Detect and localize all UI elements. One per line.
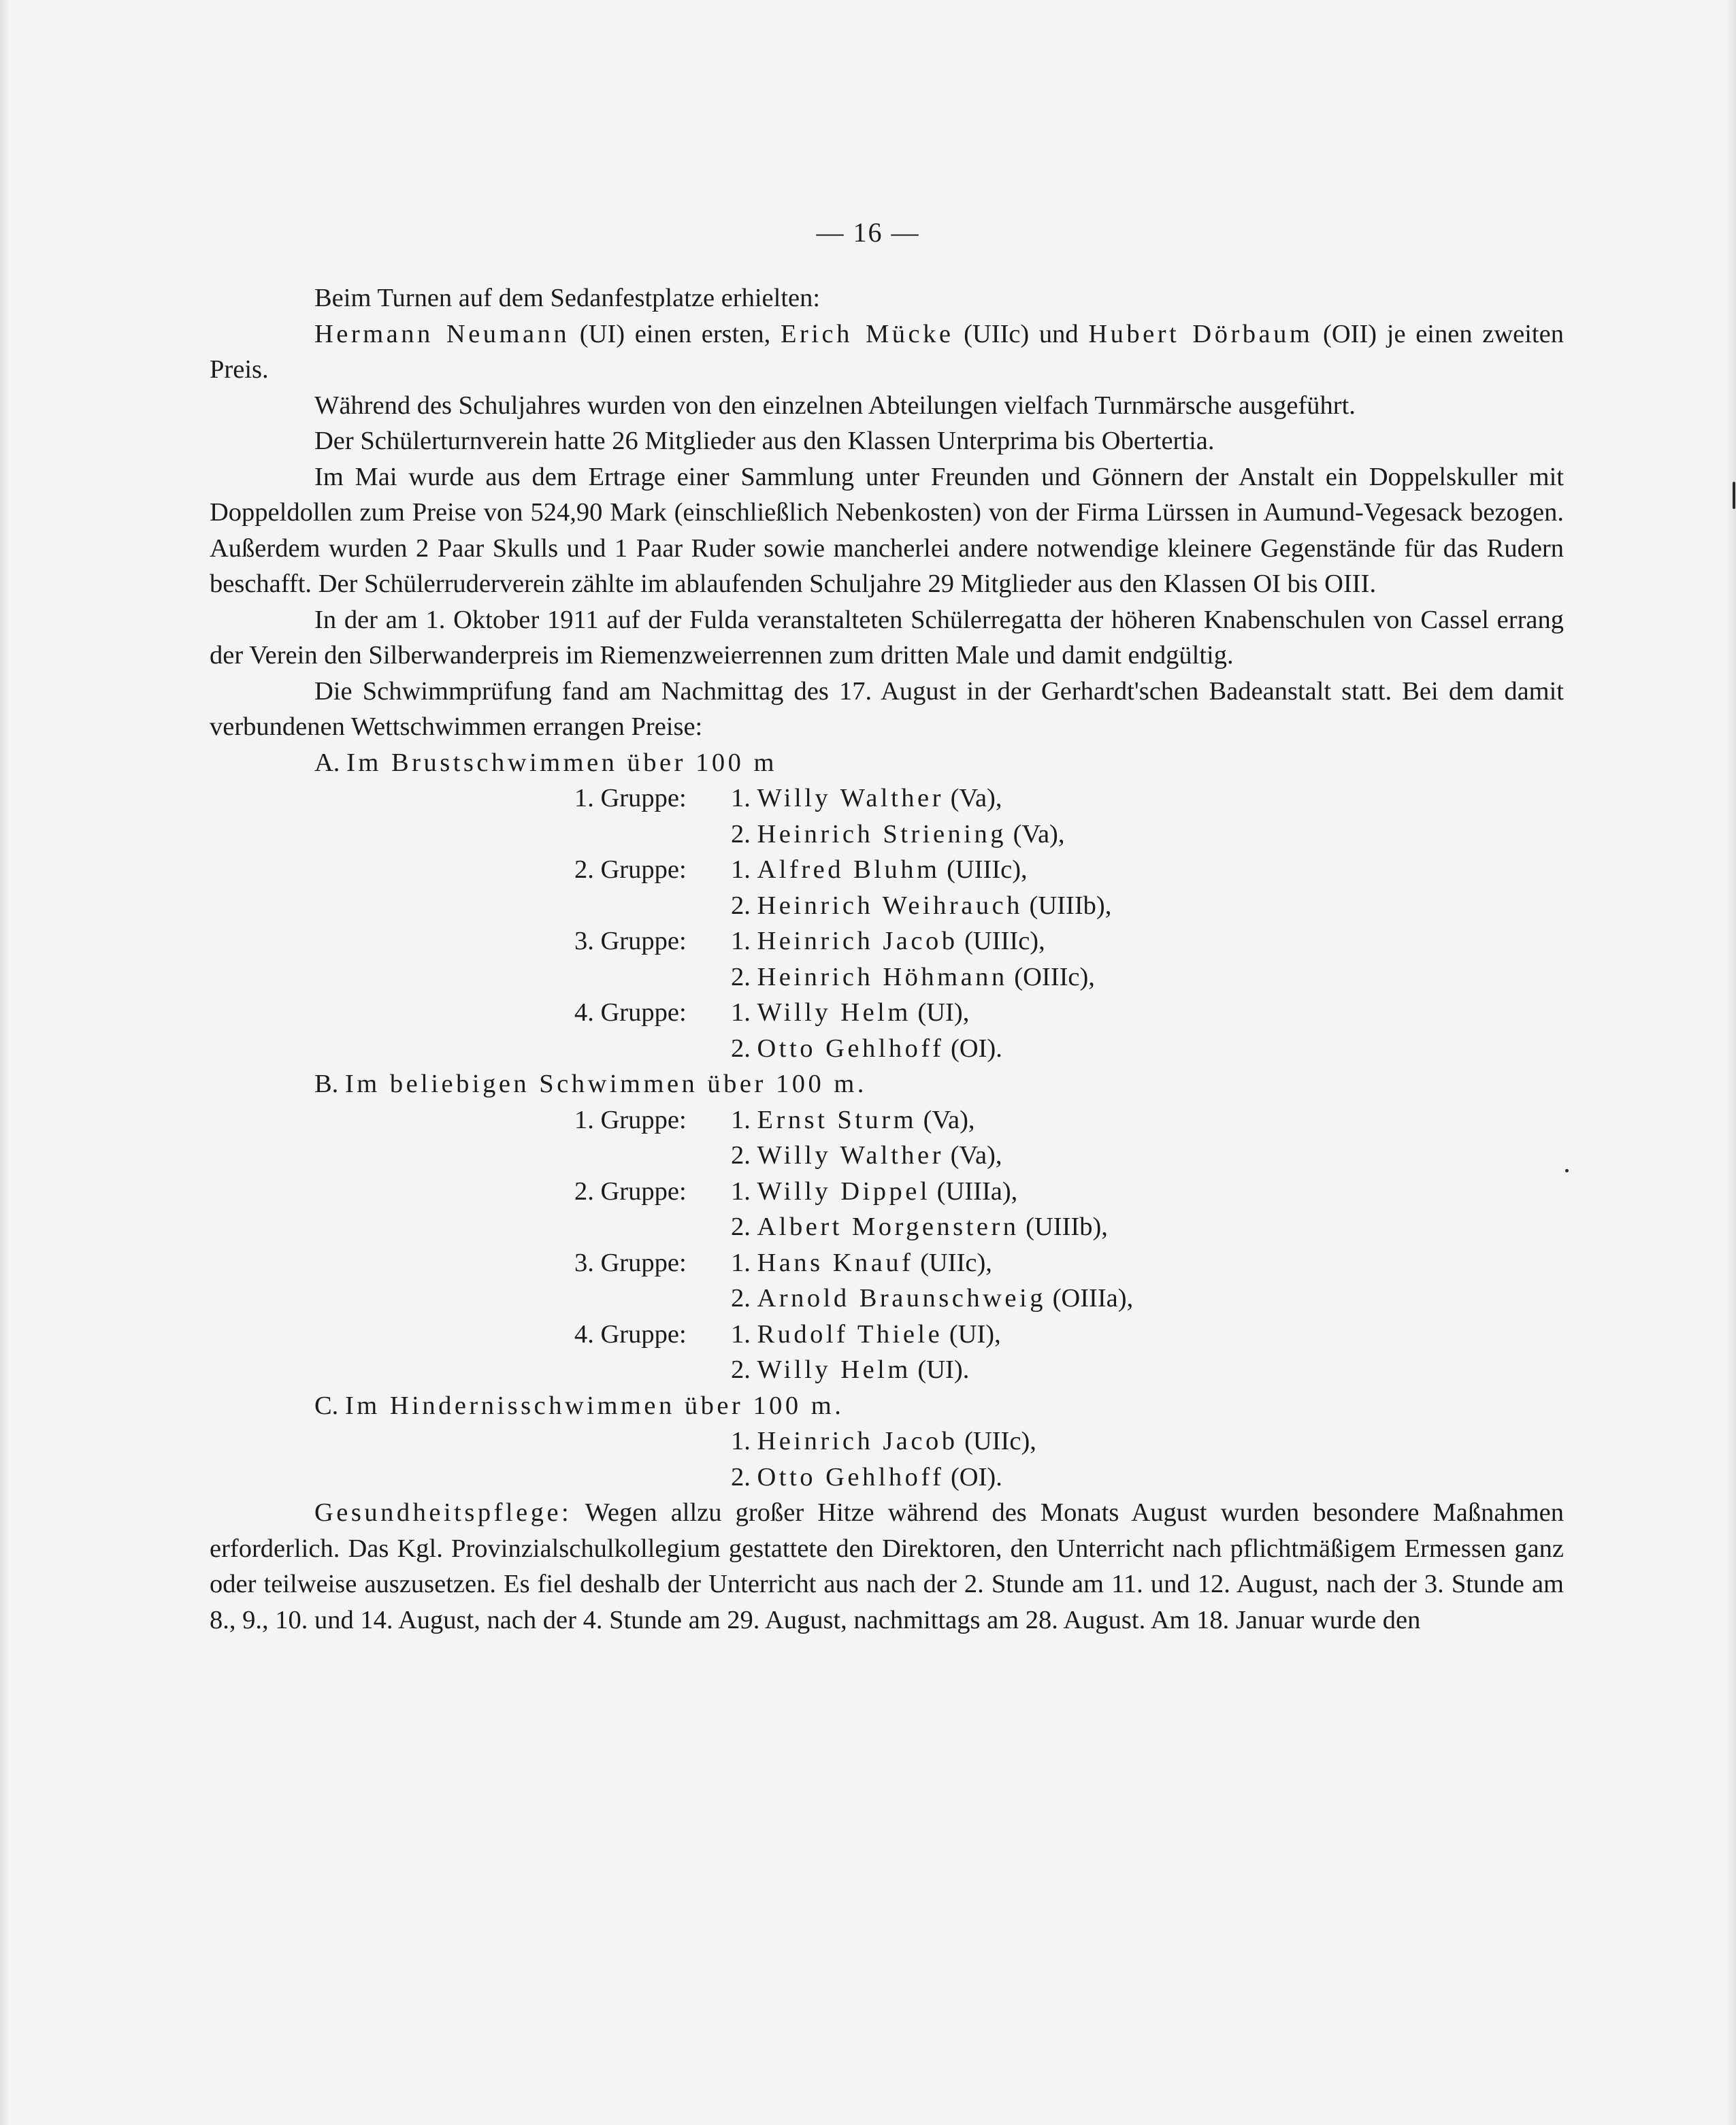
paragraph-p6: In der am 1. Oktober 1911 auf der Fulda veranstalteten Schülerregatta der höheren Knabenschulen von Cassel errang der Verein den Silberwanderpreis im Riemenzweierrennen zum dritten Male und damit endgültig. [210, 605, 1564, 670]
result-entry [731, 1209, 1108, 1245]
class-label: (UIIc), [964, 1427, 1036, 1455]
group-label: 4. Gruppe: [574, 998, 687, 1027]
result-row [210, 1209, 1564, 1245]
section-title: Im Hindernisschwimmen über 100 m. [344, 1391, 845, 1420]
class-label: (UI), [949, 1319, 1001, 1349]
result-entry [731, 1174, 1017, 1210]
section-heading [210, 745, 1564, 781]
class-label: (UIIIc), [964, 927, 1045, 955]
result-entry [731, 852, 1028, 888]
section-heading [210, 1066, 1564, 1102]
result-row [210, 1423, 1564, 1460]
result-row [210, 1460, 1564, 1496]
section-letter: B. [314, 1070, 339, 1098]
person-name: Heinrich Höhmann [757, 962, 1008, 991]
result-row [210, 1031, 1564, 1067]
result-entry [731, 995, 969, 1031]
paragraph-p3: Während des Schuljahres wurden von den einzelnen Abteilungen vielfach Turnmärsche ausgeführt. [314, 391, 1356, 420]
body-text [210, 280, 1564, 1638]
class-label: (UIIIa), [936, 1176, 1018, 1206]
result-rank: 1. [731, 855, 751, 884]
text-run: (OII) je einen zweiten Preis. [210, 319, 1564, 384]
class-label: (Va), [950, 784, 1002, 812]
class-label: (UIIIc), [947, 855, 1028, 884]
print-speck [1565, 1169, 1569, 1172]
result-entry [731, 923, 1045, 959]
text-run: (UIIc) und [953, 319, 1089, 348]
class-label: (Va), [923, 1105, 975, 1134]
person-name: Erich Mücke [780, 319, 954, 348]
result-rank: 2. [731, 891, 751, 920]
class-label: (UI). [917, 1355, 970, 1384]
result-entry [731, 1317, 1001, 1353]
result-row [210, 1352, 1564, 1388]
result-rank: 1. [731, 1176, 751, 1206]
result-entry [731, 1460, 1002, 1496]
section-letter: A. [314, 748, 340, 777]
result-row [210, 1102, 1564, 1138]
class-label: (Va), [950, 1141, 1002, 1170]
class-label: (OIIIa), [1052, 1284, 1134, 1313]
page-number: — 16 — [816, 217, 920, 248]
section-letter: C. [314, 1391, 339, 1420]
result-rank: 1. [731, 1427, 751, 1455]
result-entry [731, 1352, 969, 1388]
person-name: Willy Walther [757, 1141, 944, 1170]
result-row [210, 817, 1564, 853]
person-name: Heinrich Jacob [757, 927, 958, 955]
result-entry [731, 1423, 1036, 1460]
result-row [210, 888, 1564, 924]
result-row [210, 1317, 1564, 1353]
result-row [210, 923, 1564, 959]
paragraph-p7: Die Schwimmprüfung fand am Nachmittag des 17. August in der Gerhardt'schen Badeanstalt statt. Bei dem damit verbundenen Wettschwimmen errangen Preise: [210, 676, 1564, 741]
person-name: Alfred Bluhm [757, 855, 940, 884]
class-label: (UIIIb), [1026, 1213, 1108, 1241]
person-name: Heinrich Weihrauch [757, 891, 1023, 920]
class-label: (UI), [917, 998, 970, 1027]
person-name: Otto Gehlhoff [757, 1462, 945, 1492]
group-label: 4. Gruppe: [574, 1319, 687, 1349]
group-label: 1. Gruppe: [574, 1105, 687, 1134]
result-rank: 2. [731, 1462, 751, 1492]
person-name: Heinrich Jacob [757, 1427, 958, 1455]
right-edge-shadow [1726, 0, 1736, 2125]
result-entry [731, 780, 1002, 817]
class-label: (Va), [1013, 819, 1065, 849]
result-entry [731, 1281, 1133, 1317]
result-entry [731, 1102, 975, 1138]
group-label: 1. Gruppe: [574, 784, 687, 812]
paragraph-text: Wegen allzu großer Hitze während des Monats August wurden besondere Maßnahmen erforderlich. Das Kgl. Provinzialschulkollegium gestattete den Direktoren, den Unterricht nach pflichtmäßigem Ermessen ganz oder teilweise auszusetzen. Es fiel deshalb der Unterricht aus nach der 2. Stunde am 11. und 12. August, nach der 3. Stunde am 8., 9., 10. und 14. August, nach der 4. Stunde am 29. August, nachmittags am 28. August. Am 18. Januar wurde den [210, 1498, 1564, 1634]
paragraph-p5: Im Mai wurde aus dem Ertrage einer Sammlung unter Freunden und Gönnern der Anstalt ein Doppelskuller mit Doppeldollen zum Preise von 524,90 Mark (einschließlich Nebenkosten) von der Firma Lürssen in Aumund-Vegesack bezogen. Außerdem wurden 2 Paar Skulls und 1 Paar Ruder sowie mancherlei andere notwendige kleinere Gegenstände für das Rudern beschafft. Der Schülerruderverein zählte im ablaufenden Schuljahre 29 Mitglieder aus den Klassen OI bis OIII. [210, 462, 1564, 598]
group-label: 3. Gruppe: [574, 1248, 687, 1277]
result-rank: 1. [731, 998, 751, 1027]
person-name: Arnold Braunschweig [757, 1284, 1046, 1313]
result-rank: 2. [731, 1355, 751, 1384]
print-speck [1733, 482, 1735, 509]
person-name: Albert Morgenstern [757, 1213, 1019, 1241]
result-rank: 1. [731, 1319, 751, 1349]
result-entry [731, 817, 1065, 853]
person-name: Hermann Neumann [314, 319, 570, 348]
result-entry [731, 1245, 992, 1281]
result-row [210, 1245, 1564, 1281]
left-edge-shadow [0, 0, 10, 2125]
person-name: Willy Helm [757, 1355, 911, 1384]
result-row [210, 959, 1564, 995]
result-entry [731, 888, 1111, 924]
text-run: (UI) einen ersten, [570, 319, 781, 348]
result-row [210, 780, 1564, 817]
result-entry [731, 1138, 1002, 1174]
class-label: (OI). [950, 1034, 1002, 1063]
result-rank: 2. [731, 1141, 751, 1170]
result-rank: 2. [731, 1213, 751, 1241]
result-row [210, 1281, 1564, 1317]
class-label: (OI). [950, 1462, 1002, 1492]
person-name: Willy Dippel [757, 1176, 931, 1206]
result-rank: 1. [731, 1105, 751, 1134]
result-rank: 2. [731, 819, 751, 849]
result-row [210, 1174, 1564, 1210]
person-name: Hans Knauf [757, 1248, 914, 1277]
paragraph-heading: Gesundheitspflege: [314, 1498, 572, 1527]
group-label: 2. Gruppe: [574, 1176, 687, 1206]
person-name: Rudolf Thiele [757, 1319, 943, 1349]
section-heading [210, 1388, 1564, 1424]
result-rank: 2. [731, 1284, 751, 1313]
result-entry [731, 1031, 1002, 1067]
group-label: 2. Gruppe: [574, 855, 687, 884]
class-label: (OIIIc), [1014, 962, 1095, 991]
result-rank: 1. [731, 784, 751, 812]
result-rank: 1. [731, 1248, 751, 1277]
result-rank: 2. [731, 962, 751, 991]
result-row [210, 995, 1564, 1031]
paragraph-p2 [210, 316, 1564, 388]
person-name: Ernst Sturm [757, 1105, 917, 1134]
result-rank: 1. [731, 927, 751, 955]
paragraph-p1: Beim Turnen auf dem Sedanfestplatze erhielten: [314, 284, 821, 312]
class-label: (UIIc), [920, 1248, 992, 1277]
result-row [210, 1138, 1564, 1174]
person-name: Otto Gehlhoff [757, 1034, 945, 1063]
result-row [210, 852, 1564, 888]
person-name: Hubert Dörbaum [1088, 319, 1313, 348]
section-title: Im beliebigen Schwimmen über 100 m. [344, 1070, 867, 1098]
section-title: Im Brustschwimmen über 100 m [346, 748, 777, 777]
person-name: Willy Helm [757, 998, 911, 1027]
group-label: 3. Gruppe: [574, 927, 687, 955]
person-name: Heinrich Striening [757, 819, 1006, 849]
class-label: (UIIIb), [1029, 891, 1112, 920]
result-entry [731, 959, 1095, 995]
person-name: Willy Walther [757, 784, 944, 812]
paragraph-p4: Der Schülerturnverein hatte 26 Mitglieder aus den Klassen Unterprima bis Obertertia. [314, 427, 1215, 455]
paragraph-gesundheitspflege [210, 1495, 1564, 1638]
result-rank: 2. [731, 1034, 751, 1063]
